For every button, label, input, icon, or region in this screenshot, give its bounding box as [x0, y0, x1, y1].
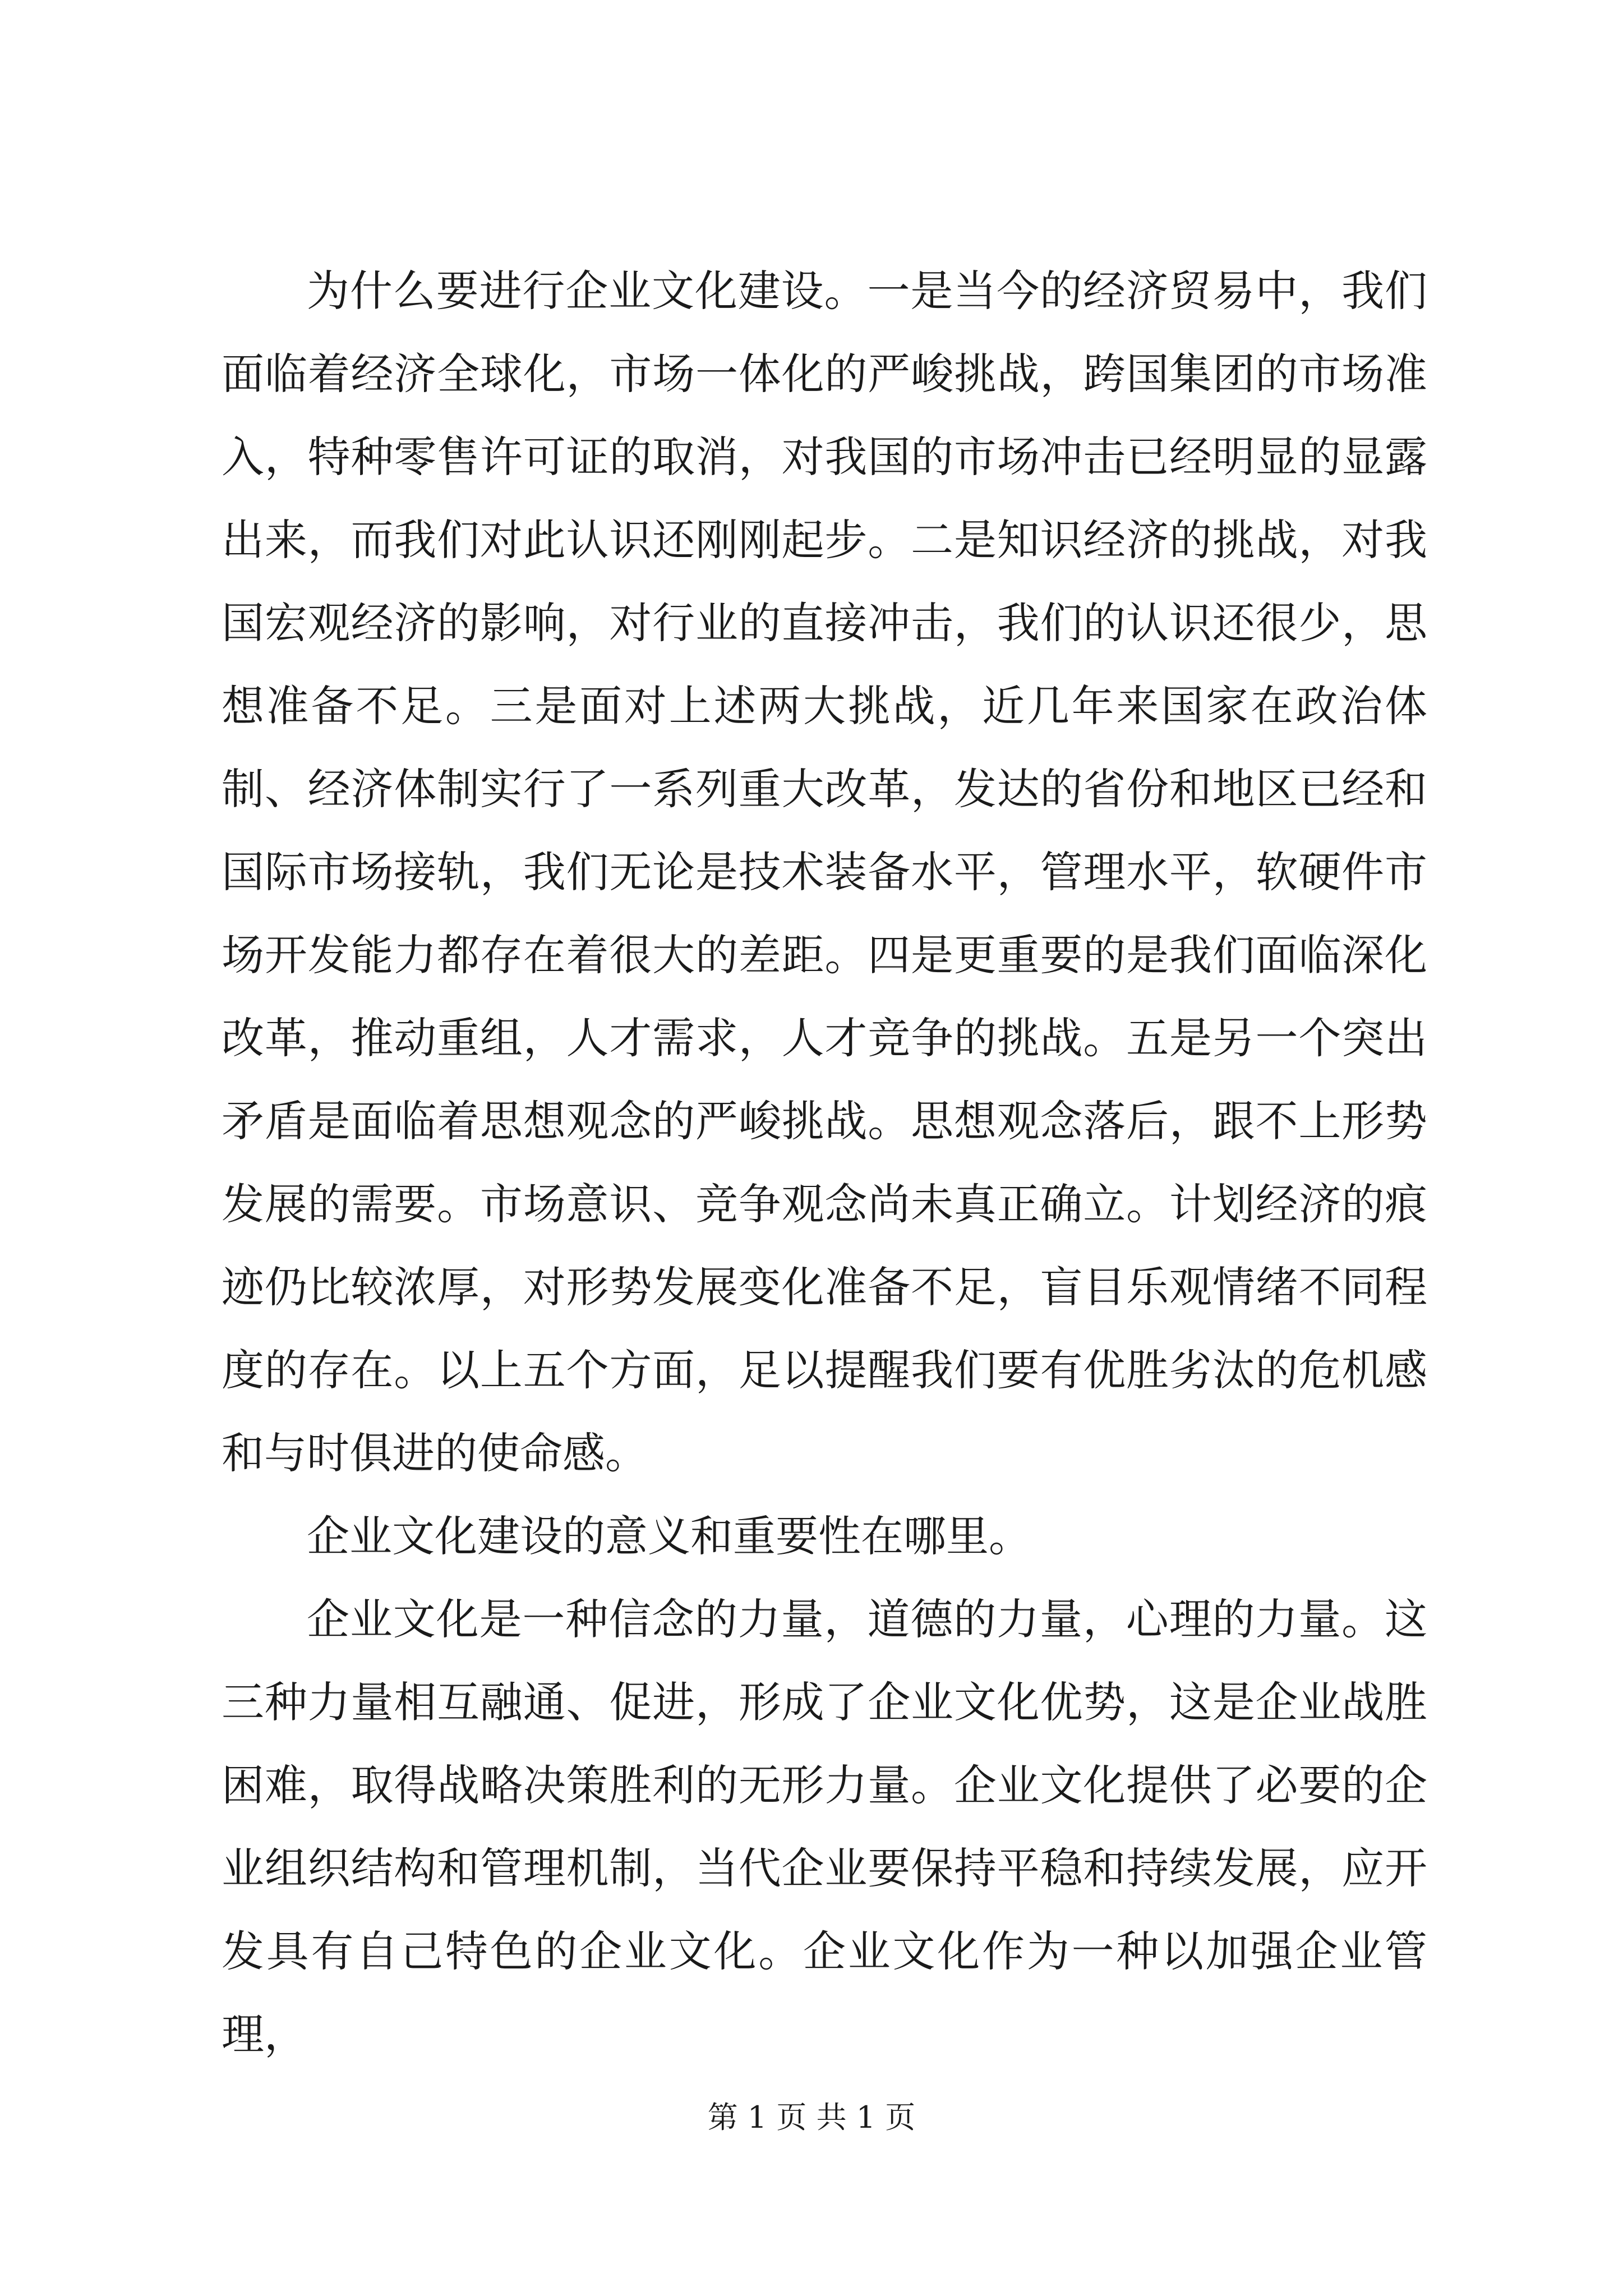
document-body	[222, 250, 1427, 2076]
paragraph-challenges: 为什么要进行企业文化建设。一是当今的经济贸易中，我们面临着经济全球化，市场一体化的严峻挑战，跨国集团的市场准入，特种零售许可证的取消，对我国的市场冲击已经明显的显露出来，而我们对此认识还刚刚起步。二是知识经济的挑战，对我国宏观经济的影响，对行业的直接冲击，我们的认识还很少，思想准备不足。三是面对上述两大挑战，近几年来国家在政治体制、经济体制实行了一系列重大改革，发达的省份和地区已经和国际市场接轨，我们无论是技术装备水平，管理水平，软硬件市场开发能力都存在着很大的差距。四是更重要的是我们面临深化改革，推动重组，人才需求，人才竞争的挑战。五是另一个突出矛盾是面临着思想观念的严峻挑战。思想观念落后，跟不上形势发展的需要。市场意识、竞争观念尚未真正确立。计划经济的痕迹仍比较浓厚，对形势发展变化准备不足，盲目乐观情绪不同程度的存在。以上五个方面，足以提醒我们要有优胜劣汰的危机感和与时俱进的使命感。	[222, 266, 1427, 1478]
page-footer: 第 1 页 共 1 页	[707, 2100, 916, 2135]
paragraph-culture-power: 企业文化是一种信念的力量，道德的力量，心理的力量。这三种力量相互融通、促进，形成了企业文化优势，这是企业战胜困难，取得战略决策胜利的无形力量。企业文化提供了必要的企业组织结构和管理机制，当代企业要保持平稳和持续发展，应开发具有自己特色的企业文化。企业文化作为一种以加强企业管理，	[222, 1594, 1427, 2059]
paragraph-significance-question: 企业文化建设的意义和重要性在哪里。	[307, 1511, 1031, 1561]
